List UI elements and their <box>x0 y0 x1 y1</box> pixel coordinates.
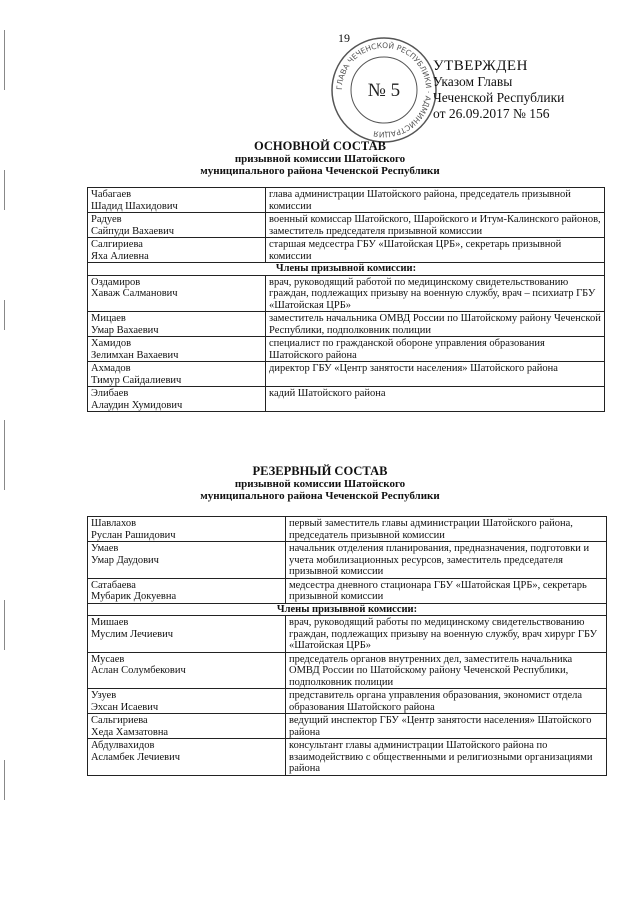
member-name-cell: Мишаев Муслим Лечиевич <box>88 616 286 653</box>
member-name-cell: Радуев Сайпуди Вахаевич <box>88 213 266 238</box>
table-row <box>88 616 607 653</box>
table-row <box>88 517 607 542</box>
table-row <box>88 578 607 603</box>
member-role-cell: медсестра дневного стационара ГБУ «Шатойская ЦРБ», секретарь призывной комиссии <box>286 578 607 603</box>
table-row <box>88 213 605 238</box>
member-name-cell: Мицаев Умар Вахаевич <box>88 312 266 337</box>
main-subtitle-1: призывной комиссии Шатойского <box>234 152 406 165</box>
scan-edge-marks <box>2 0 8 905</box>
member-role-cell: консультант главы администрации Шатойского района по взаимодействию с общественными и религиозными организациями района <box>286 739 607 776</box>
table-row <box>88 387 605 412</box>
member-role-cell: старшая медсестра ГБУ «Шатойская ЦРБ», секретарь призывной комиссии <box>266 238 605 263</box>
members-subheader: Члены призывной комиссии: <box>88 263 605 276</box>
member-name-cell: Оздамиров Хаваж Салманович <box>88 275 266 312</box>
table-row <box>88 275 605 312</box>
main-title-block <box>0 140 640 178</box>
approval-line-2: Чеченской Республики <box>433 90 565 105</box>
member-role-cell: представитель органа управления образования, экономист отдела образования Шатойского района <box>286 689 607 714</box>
reserve-table <box>87 516 607 776</box>
member-role-cell: ведущий инспектор ГБУ «Центр занятости населения» Шатойского района <box>286 714 607 739</box>
member-role-cell: врач, руководящий работы по медицинскому свидетельствованию граждан, подлежащих призыву на военную службу, врач хирург ГБУ «Шатойская ЦРБ» <box>286 616 607 653</box>
member-name-cell: Сальгириева Хеда Хамзатовна <box>88 714 286 739</box>
member-name-cell: Сатабаева Мубарик Докуевна <box>88 578 286 603</box>
member-role-cell: врач, руководящий работой по медицинскому свидетельствованию граждан, подлежащих призыву на военную службу, врач – психиатр ГБУ «Шатойская ЦРБ» <box>266 275 605 312</box>
member-name-cell: Хамидов Зелимхан Вахаевич <box>88 337 266 362</box>
member-name-cell: Ахмадов Тимур Сайдалиевич <box>88 362 266 387</box>
members-subheader: Члены призывной комиссии: <box>88 603 607 616</box>
table-row <box>88 689 607 714</box>
table-row <box>88 714 607 739</box>
member-role-cell: заместитель начальника ОМВД России по Шатойскому району Чеченской Республики, подполковник полиции <box>266 312 605 337</box>
table-row <box>88 739 607 776</box>
member-name-cell: Салгириева Яха Алиевна <box>88 238 266 263</box>
approval-line-3: от 26.09.2017 № 156 <box>433 106 550 121</box>
main-table <box>87 187 605 412</box>
table-row <box>88 312 605 337</box>
reserve-title: РЕЗЕРВНЫЙ СОСТАВ <box>252 464 388 478</box>
member-role-cell: глава администрации Шатойского района, председатель призывной комиссии <box>266 188 605 213</box>
reserve-title-block <box>0 465 640 503</box>
stamp-number: № 5 <box>367 80 401 101</box>
member-role-cell: директор ГБУ «Центр занятости населения» Шатойского района <box>266 362 605 387</box>
member-role-cell: начальник отделения планирования, предназначения, подготовки и учета мобилизационных ресурсов, заместитель председателя призывной комиссии <box>286 542 607 579</box>
official-stamp <box>330 36 438 144</box>
member-name-cell: Шавлахов Руслан Рашидович <box>88 517 286 542</box>
member-role-cell: председатель органов внутренних дел, заместитель начальника ОМВД России по Шатойскому району Чеченской Республики, подполковник полиции <box>286 652 607 689</box>
table-row <box>88 652 607 689</box>
approval-heading: УТВЕРЖДЕН <box>433 58 528 74</box>
main-title: ОСНОВНОЙ СОСТАВ <box>254 139 386 153</box>
stamp-ring-text: ГЛАВА ЧЕЧЕНСКОЙ РЕСПУБЛИКИ · АДМИНИСТРАЦИЯ <box>334 40 434 140</box>
member-name-cell: Узуев Эхсан Исаевич <box>88 689 286 714</box>
page-number: 19 <box>338 31 350 45</box>
members-subheader-row <box>88 263 605 276</box>
table-row <box>88 337 605 362</box>
member-role-cell: специалист по гражданской обороне управления образования Шатойского района <box>266 337 605 362</box>
table-row <box>88 542 607 579</box>
members-subheader-row <box>88 603 607 616</box>
reserve-subtitle-2: муниципального района Чеченской Республики <box>200 490 440 502</box>
table-row <box>88 188 605 213</box>
approval-line-1: Указом Главы <box>433 74 513 89</box>
table-row <box>88 238 605 263</box>
member-role-cell: первый заместитель главы администрации Шатойского района, председатель призывной комиссии <box>286 517 607 542</box>
reserve-subtitle-1: призывной комиссии Шатойского <box>234 477 406 490</box>
member-role-cell: военный комиссар Шатойского, Шаройского и Итум-Калинского районов, заместитель председателя призывной комиссии <box>266 213 605 238</box>
member-name-cell: Абдулвахидов Асламбек Лечиевич <box>88 739 286 776</box>
approval-block <box>433 58 564 122</box>
main-subtitle-2: муниципального района Чеченской Республики <box>200 165 440 177</box>
member-name-cell: Умаев Умар Даудович <box>88 542 286 579</box>
member-role-cell: кадий Шатойского района <box>266 387 605 412</box>
member-name-cell: Мусаев Аслан Солумбекович <box>88 652 286 689</box>
member-name-cell: Чабагаев Шадид Шахидович <box>88 188 266 213</box>
member-name-cell: Элибаев Алаудин Хумидович <box>88 387 266 412</box>
table-row <box>88 362 605 387</box>
